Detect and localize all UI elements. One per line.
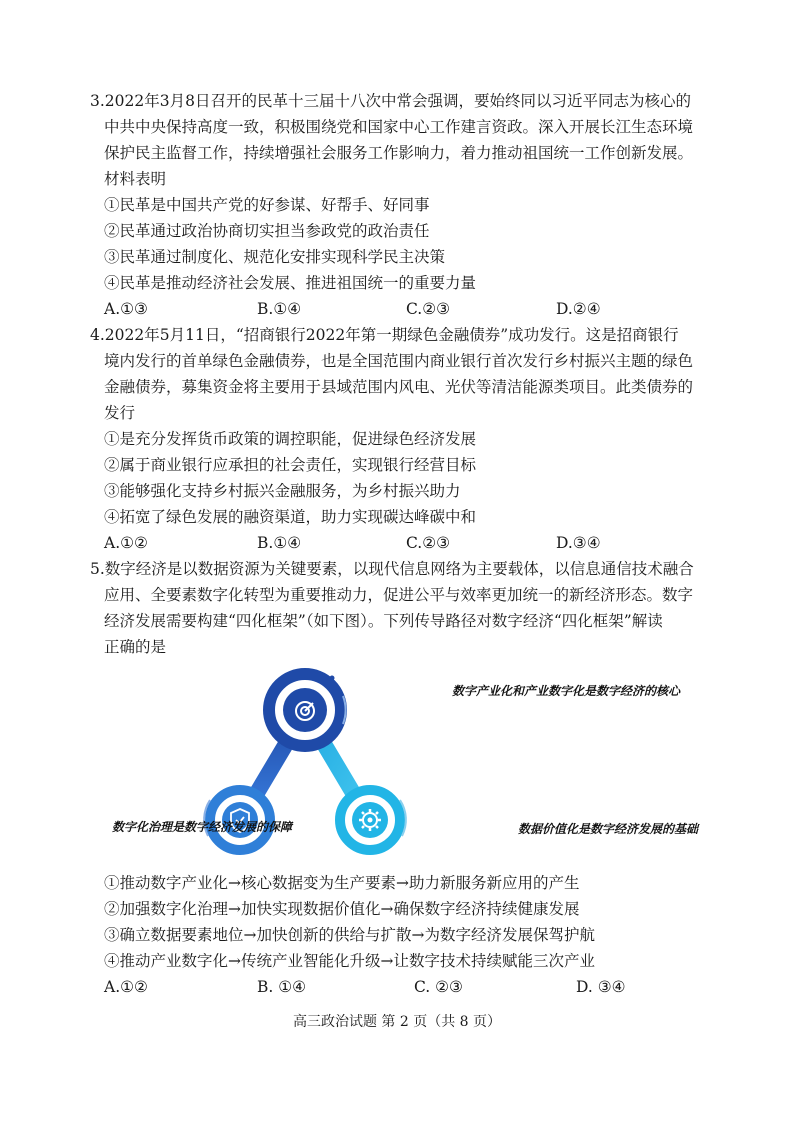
q4-option-b[interactable]: B.①④ (257, 534, 302, 552)
q4-stem-line-3: 金融债券，募集资金将主要用于县域范围内风电、光伏等清洁能源类项目。此类债券的 (104, 378, 694, 396)
q3-item-2: ②民革通过政治协商切实担当参政党的政治责任 (104, 222, 430, 240)
q5-option-b[interactable]: B. ①④ (257, 978, 307, 996)
q5-item-4: ④推动产业数字化→传统产业智能化升级→让数字技术持续赋能三次产业 (104, 952, 595, 970)
q3-option-a[interactable]: A.①③ (104, 300, 148, 318)
q4-item-3: ③能够强化支持乡村振兴金融服务，为乡村振兴助力 (104, 482, 461, 500)
q4-option-c[interactable]: C.②③ (406, 534, 451, 552)
q5-item-3: ③确立数据要素地位→加快创新的供给与扩散→为数字经济发展保驾护航 (104, 926, 595, 944)
q4-item-4: ④拓宽了绿色发展的融资渠道，助力实现碳达峰碳中和 (104, 508, 477, 526)
diagram-label-core: 数字产业化和产业数字化是数字经济的核心 (452, 684, 681, 698)
q3-option-c[interactable]: C.②③ (406, 300, 451, 318)
q4-option-a[interactable]: A.①② (104, 534, 148, 552)
q4-item-1: ①是充分发挥货币政策的调控职能，促进绿色经济发展 (104, 430, 477, 448)
diagram-label-guarantee: 数字化治理是数字经济发展的保障 (112, 820, 293, 834)
four-modernizations-diagram (100, 660, 700, 860)
q3-item-3: ③民革通过制度化、规范化安排实现科学民主决策 (104, 248, 446, 266)
q3-stem-line-2: 中共中央保持高度一致，积极围绕党和国家中心工作建言资政。深入开展长江生态环境 (104, 118, 694, 136)
q5-item-2: ②加强数字化治理→加快实现数据价值化→确保数字经济持续健康发展 (104, 900, 580, 918)
q4-item-2: ②属于商业银行应承担的社会责任，实现银行经营目标 (104, 456, 477, 474)
q5-stem-line-3: 经济发展需要构建“四化框架”（如下图）。下列传导路径对数字经济“四化框架”解读 (104, 612, 663, 630)
q4-stem-line-2: 境内发行的首单绿色金融债券，也是全国范围内商业银行首次发行乡村振兴主题的绿色 (104, 352, 694, 370)
q4-stem-line-1: 4.2022年5月11日，“招商银行2022年第一期绿色金融债券”成功发行。这是招商银行 (90, 326, 679, 344)
q3-item-4: ④民革是推动经济社会发展、推进祖国统一的重要力量 (104, 274, 477, 292)
q5-option-c[interactable]: C. ②③ (414, 978, 463, 996)
q5-option-d[interactable]: D. ③④ (576, 978, 626, 996)
q3-stem-line-1: 3.2022年3月8日召开的民革十三届十八次中常会强调，要始终同以习近平同志为核心的 (90, 92, 691, 110)
q5-stem-line-4: 正确的是 (104, 638, 167, 656)
q3-stem-line-4: 材料表明 (104, 170, 167, 188)
q3-stem-line-3: 保护民主监督工作，持续增强社会服务工作影响力，着力推动祖国统一工作创新发展。 (104, 144, 694, 162)
q3-option-d[interactable]: D.②④ (556, 300, 601, 318)
q5-stem-line-1: 5.数字经济是以数据资源为关键要素，以现代信息网络为主要载体，以信息通信技术融合 (90, 560, 694, 578)
right-node (340, 790, 406, 850)
page-footer: 高三政治试题 第 2 页（共 8 页） (292, 1014, 502, 1030)
q5-item-1: ①推动数字产业化→核心数据变为生产要素→助力新服务新应用的产生 (104, 874, 580, 892)
gear-icon (359, 809, 381, 831)
q3-option-b[interactable]: B.①④ (257, 300, 302, 318)
q4-option-d[interactable]: D.③④ (556, 534, 601, 552)
q5-stem-line-2: 应用、全要素数字化转型为重要推动力，促进公平与效率更加统一的新经济形态。数字 (104, 586, 694, 604)
top-node (269, 674, 346, 746)
q5-option-a[interactable]: A.①② (104, 978, 148, 996)
q3-item-1: ①民革是中国共产党的好参谋、好帮手、好同事 (104, 196, 430, 214)
q4-stem-line-4: 发行 (104, 404, 136, 422)
diagram-label-foundation: 数据价值化是数字经济发展的基础 (518, 822, 699, 836)
